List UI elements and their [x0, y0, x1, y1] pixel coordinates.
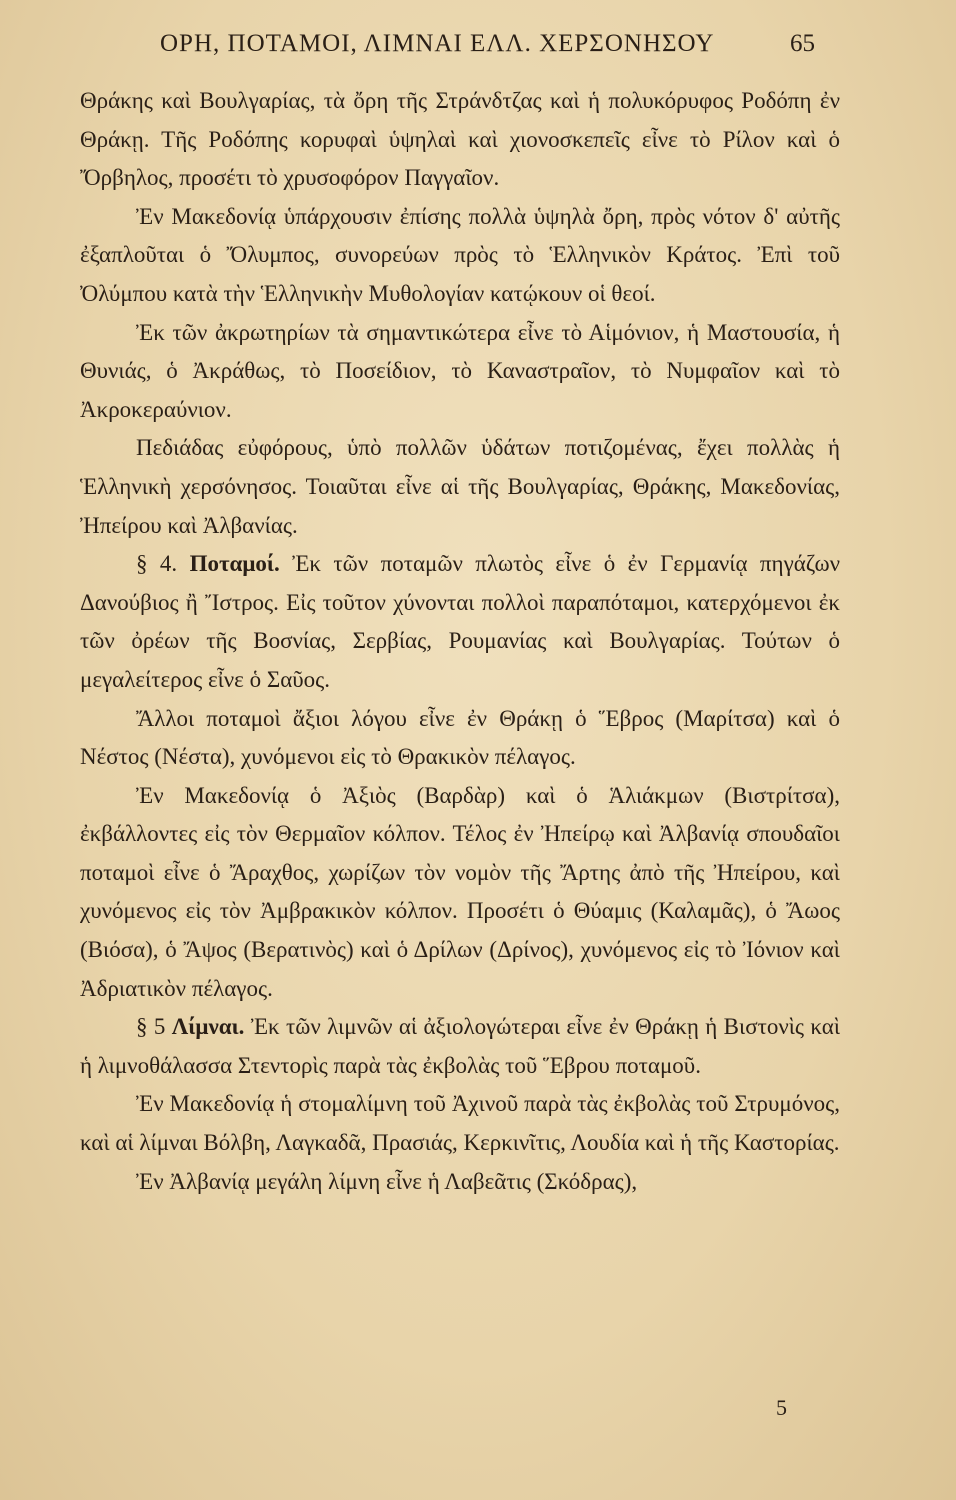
section-4-text: Ἐκ τῶν ποταμῶν πλωτὸς εἶνε ὁ ἐν Γερμανίᾳ πηγάζων Δανούβιος ἢ Ἴστρος. Εἰς τοῦτον χύνονται πολλοὶ παραπόταμοι, κατερχόμενοι ἐκ τῶν ὀρέων τῆς Βοσνίας, Σερβίας, Ρουμανίας καὶ Βουλγαρίας. Τούτων ὁ μεγαλείτερος εἶνε ὁ Σαῦος. — [80, 551, 841, 692]
paragraph: Ἄλλοι ποταμοὶ ἄξιοι λόγου εἶνε ἐν Θράκῃ ὁ Ἕβρος (Μαρίτσα) καὶ ὁ Νέστος (Νέστα), χυνόμενοι εἰς τὸ Θρακικὸν πέλαγος. — [80, 705, 840, 770]
section-5-heading: Λίμναι. — [171, 1014, 245, 1040]
page-number: 65 — [790, 30, 815, 57]
signature-mark: 5 — [776, 1395, 787, 1420]
section-4-paragraph — [80, 545, 840, 699]
paragraph: Ἐν Ἀλβανίᾳ μεγάλη λίμνη εἶνε ἡ Λαβεᾶτις (Σκόδρας), — [136, 1168, 638, 1194]
section-5-text: Ἐκ τῶν λιμνῶν αἱ ἀξιολογώτεραι εἶνε ἐν Θράκῃ ἡ Βιστονὶς καὶ ἡ λιμνοθάλασσα Στεντορὶς παρὰ τὰς ἐκβολὰς τοῦ Ἕβρου ποταμοῦ. — [80, 1014, 841, 1078]
section-4-heading: Ποταμοί. — [189, 551, 280, 577]
paragraph: Ἐν Μακεδονίᾳ ἡ στομαλίμνη τοῦ Ἀχινοῦ παρὰ τὰς ἐκβολὰς τοῦ Στρυμόνος, καὶ αἱ λίμναι Βόλβη, Λαγκαδᾶ, Πρασιάς, Κερκινῖτις, Λουδία καὶ ἡ τῆς Καστορίας. — [80, 1091, 840, 1156]
paragraph: Ἐν Μακεδονίᾳ ὁ Ἀξιὸς (Βαρδὰρ) καὶ ὁ Ἁλιάκμων (Βιστρίτσα), ἐκβάλλοντες εἰς τὸν Θερμαῖον κόλπον. Τέλος ἐν Ἠπείρῳ καὶ Ἀλβανίᾳ σπουδαῖοι ποταμοὶ εἶνε ὁ Ἄραχθος, χωρίζων τὸν νομὸν τῆς Ἄρτης ἀπὸ τῆς Ἠπείρου, καὶ χυνόμενος εἰς τὸν Ἀμβρακικὸν κόλπον. Προσέτι ὁ Θύαμις (Καλαμᾶς), ὁ Ἄωος (Βιόσα), ὁ Ἄψος (Βερατινὸς) καὶ ὁ Δρίλων (Δρίνος), χυνόμενος εἰς τὸ Ἰόνιον καὶ Ἀδριατικὸν πέλαγος. — [80, 782, 840, 1001]
section-5-number: § 5 — [136, 1014, 166, 1040]
running-header: ΟΡΗ, ΠΟΤΑΜΟΙ, ΛΙΜΝΑΙ ΕΛΛ. ΧΕΡΣΟΝΗΣΟΥ — [160, 30, 715, 57]
page-body — [80, 82, 840, 1201]
paragraph: Θράκης καὶ Βουλγαρίας, τὰ ὄρη τῆς Στράνδτζας καὶ ἡ πολυκόρυφος Ροδόπη ἐν Θράκῃ. Τῆς Ροδόπης κορυφαὶ ὑψηλαὶ καὶ χιονοσκεπεῖς εἶνε τὸ Ρίλον καὶ ὁ Ὄρβηλος, προσέτι τὸ χρυσοφόρον Παγγαῖον. — [80, 88, 840, 191]
section-5-paragraph — [80, 1008, 840, 1085]
section-4-number: § 4. — [136, 551, 178, 577]
paragraph: Πεδιάδας εὐφόρους, ὑπὸ πολλῶν ὑδάτων ποτιζομένας, ἔχει πολλὰς ἡ Ἑλληνικὴ χερσόνησος. Τοιαῦται εἶνε αἱ τῆς Βουλγαρίας, Θράκης, Μακεδονίας, Ἠπείρου καὶ Ἀλβανίας. — [80, 435, 840, 538]
paragraph: Ἐκ τῶν ἀκρωτηρίων τὰ σημαντικώτερα εἶνε τὸ Αἱμόνιον, ἡ Μαστουσία, ἡ Θυνιάς, ὁ Ἀκράθως, τὸ Ποσείδιον, τὸ Καναστραῖον, τὸ Νυμφαῖον καὶ τὸ Ἀκροκεραύνιον. — [80, 319, 840, 422]
paragraph: Ἐν Μακεδονίᾳ ὑπάρχουσιν ἐπίσης πολλὰ ὑψηλὰ ὄρη, πρὸς νότον δ' αὐτῆς ἐξαπλοῦται ὁ Ὄλυμπος, συνορεύων πρὸς τὸ Ἑλληνικὸν Κράτος. Ἐπὶ τοῦ Ὀλύμπου κατὰ τὴν Ἑλληνικὴν Μυθολογίαν κατῴκουν οἱ θεοί. — [80, 203, 840, 306]
